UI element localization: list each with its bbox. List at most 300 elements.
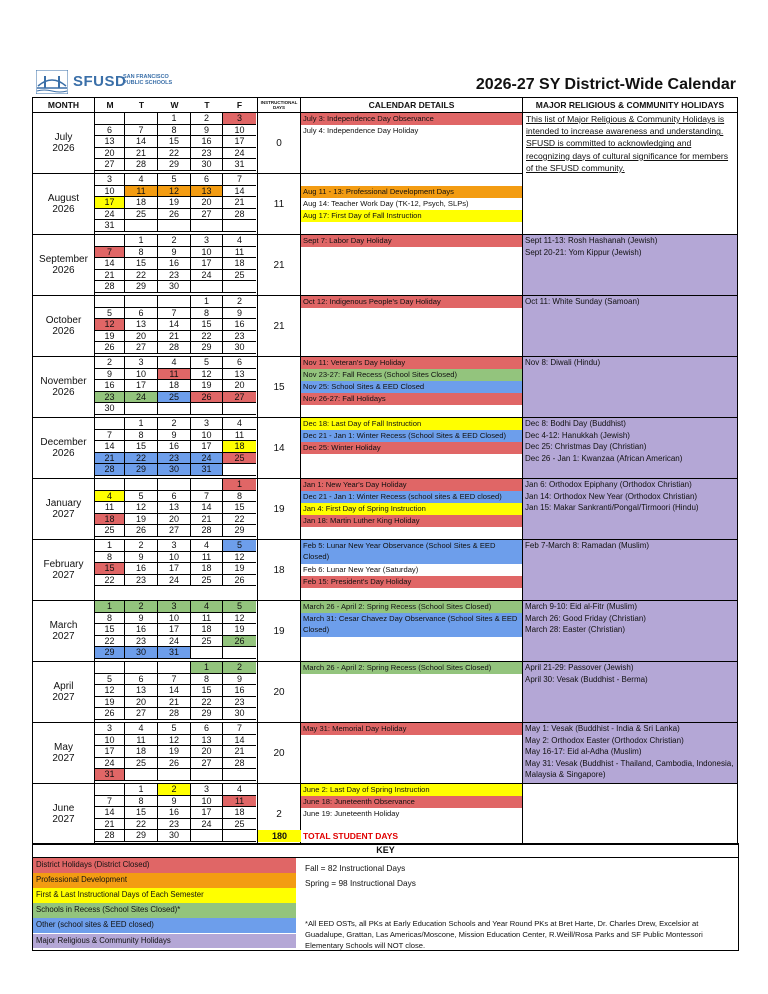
day-cell: 19 <box>158 197 191 209</box>
day-cell: 26 <box>223 636 256 648</box>
day-cell: 23 <box>95 392 125 404</box>
day-cell: 26 <box>95 342 125 354</box>
day-cell: 21 <box>158 331 191 343</box>
day-cell: 3 <box>95 174 125 186</box>
month-label <box>33 723 95 784</box>
key-item: Other (school sites & EED closed) <box>33 918 296 933</box>
day-cell: 28 <box>223 758 256 770</box>
day-cell: 28 <box>125 159 158 171</box>
day-cell: 28 <box>158 708 191 720</box>
day-cell: 3 <box>223 113 256 125</box>
day-cell: 8 <box>191 674 223 686</box>
event-item: Oct 12: Indigenous People's Day Holiday <box>301 296 522 308</box>
day-cell: 11 <box>223 796 256 808</box>
page-title: 2026-27 SY District-Wide Calendar <box>475 76 736 93</box>
event-item: May 31: Memorial Day Holiday <box>301 723 522 735</box>
key-item: First & Last Instructional Days of Each Semester <box>33 888 296 903</box>
day-cell: 16 <box>191 136 223 148</box>
day-cell: 25 <box>158 392 191 404</box>
day-cell: 6 <box>223 357 256 369</box>
day-cell: 1 <box>125 418 158 430</box>
bridge-logo-icon <box>36 70 68 94</box>
calendar-details <box>301 174 523 235</box>
day-cell: 16 <box>223 319 256 331</box>
calendar-details <box>301 662 523 723</box>
day-cell: 12 <box>223 552 256 564</box>
day-cell <box>158 296 191 308</box>
holiday-details <box>523 479 738 540</box>
event-item: Feb 5: Lunar New Year Observance (School Sites & EED Closed) <box>301 540 522 564</box>
day-cell: 5 <box>223 601 256 613</box>
month-name: December <box>40 437 87 448</box>
holiday-item: May 16-17: Eid al-Adha (Muslim) <box>525 747 642 756</box>
day-cell: 10 <box>191 430 223 442</box>
day-cell: 23 <box>223 331 256 343</box>
day-cell: 30 <box>223 708 256 720</box>
day-cell: 3 <box>191 235 223 247</box>
day-cell: 30 <box>158 830 191 842</box>
holiday-item: Jan 6: Orthodox Epiphany (Orthodox Christian) <box>525 480 692 489</box>
day-cell: 4 <box>191 601 223 613</box>
day-cell: 13 <box>125 685 158 697</box>
logo-subtitle: SAN FRANCISCO PUBLIC SCHOOLS <box>123 74 173 86</box>
day-cell: 31 <box>158 647 191 659</box>
day-cell: 2 <box>95 357 125 369</box>
day-cell: 10 <box>158 552 191 564</box>
day-cell: 8 <box>95 552 125 564</box>
day-cell: 22 <box>191 331 223 343</box>
day-cell: 11 <box>191 552 223 564</box>
day-cell: 15 <box>191 319 223 331</box>
day-cell: 20 <box>191 197 223 209</box>
day-cell: 12 <box>158 735 191 747</box>
month-name: July <box>54 132 73 143</box>
day-cell: 14 <box>95 258 125 270</box>
day-cell: 27 <box>95 159 125 171</box>
day-cell: 7 <box>191 491 223 503</box>
day-cell: 17 <box>191 258 223 270</box>
day-cell: 28 <box>95 281 125 293</box>
day-cell: 14 <box>223 186 256 198</box>
event-item: Dec 21 - Jan 1: Winter Recess (School Sites & EED Closed) <box>301 430 522 442</box>
day-cell: 16 <box>158 807 191 819</box>
key-title: KEY <box>33 844 738 858</box>
day-cell: 29 <box>125 830 158 842</box>
month-name: June <box>52 803 75 814</box>
month-year: 2026 <box>52 204 75 215</box>
day-cell <box>125 220 158 232</box>
day-cell: 8 <box>125 430 158 442</box>
month-year: 2026 <box>52 387 75 398</box>
day-cell: 24 <box>223 148 256 160</box>
holiday-list <box>523 479 737 539</box>
key-item: Major Religious & Community Holidays <box>33 934 296 949</box>
day-grid <box>95 662 258 723</box>
day-cell: 30 <box>191 159 223 171</box>
day-grid <box>95 418 258 479</box>
day-cell: 30 <box>95 403 125 415</box>
day-cell: 2 <box>223 296 256 308</box>
day-cell: 5 <box>95 674 125 686</box>
day-cell: 17 <box>191 807 223 819</box>
day-cell: 15 <box>191 685 223 697</box>
day-cell: 14 <box>158 319 191 331</box>
day-cell: 19 <box>95 697 125 709</box>
event-item: July 4: Independence Day Holiday <box>303 126 419 135</box>
day-cell: 28 <box>95 464 125 476</box>
day-cell: 2 <box>125 601 158 613</box>
day-cell: 7 <box>95 430 125 442</box>
day-cell <box>223 830 256 842</box>
day-cell <box>223 647 256 659</box>
day-grid <box>95 235 258 296</box>
day-cell: 25 <box>125 758 158 770</box>
day-cell: 7 <box>95 247 125 259</box>
day-cell: 7 <box>223 723 256 735</box>
month-label <box>33 540 95 601</box>
day-cell: 26 <box>223 575 256 587</box>
instructional-days: 14 <box>258 418 301 479</box>
day-cell: 27 <box>191 758 223 770</box>
total-days-label: TOTAL STUDENT DAYS <box>303 831 399 841</box>
day-cell: 8 <box>125 796 158 808</box>
day-cell: 8 <box>191 308 223 320</box>
instructional-days: 20 <box>258 662 301 723</box>
day-cell: 4 <box>223 418 256 430</box>
holiday-item: Dec 8: Bodhi Day (Buddhist) <box>525 419 626 428</box>
holiday-list <box>523 723 737 783</box>
day-cell: 10 <box>95 735 125 747</box>
day-cell: 2 <box>158 784 191 796</box>
col-wed: W <box>170 100 179 110</box>
day-cell: 14 <box>191 502 223 514</box>
instructional-days: 21 <box>258 296 301 357</box>
day-cell: 19 <box>95 331 125 343</box>
day-cell: 23 <box>158 453 191 465</box>
day-cell: 6 <box>125 674 158 686</box>
day-cell: 27 <box>125 708 158 720</box>
day-cell: 31 <box>191 464 223 476</box>
event-item: March 31: Cesar Chavez Day Observance (School Sites & EED Closed) <box>301 613 522 637</box>
day-cell: 22 <box>95 636 125 648</box>
day-cell: 6 <box>95 125 125 137</box>
event-item: Jan 18: Martin Luther King Holiday <box>301 515 522 527</box>
holiday-item: April 21-29: Passover (Jewish) <box>525 663 634 672</box>
day-cell: 31 <box>95 769 125 781</box>
day-cell: 1 <box>223 479 256 491</box>
day-cell: 4 <box>191 540 223 552</box>
day-cell: 21 <box>95 270 125 282</box>
day-cell: 9 <box>191 125 223 137</box>
calendar-details <box>301 418 523 479</box>
day-cell: 17 <box>158 624 191 636</box>
day-cell: 8 <box>95 613 125 625</box>
day-cell: 14 <box>125 136 158 148</box>
day-grid <box>95 601 258 662</box>
month-year: 2026 <box>52 265 75 276</box>
day-grid <box>95 174 258 235</box>
month-row <box>33 235 738 296</box>
month-year: 2026 <box>52 326 75 337</box>
holiday-list <box>523 296 737 356</box>
day-cell: 21 <box>223 197 256 209</box>
day-cell <box>95 784 125 796</box>
day-cell: 19 <box>223 624 256 636</box>
day-cell: 21 <box>95 819 125 831</box>
holiday-item: March 9-10: Eid al-Fitr (Muslim) <box>525 602 638 611</box>
event-item: Dec 25: Winter Holiday <box>301 442 522 454</box>
holiday-item: Sept 11-13: Rosh Hashanah (Jewish) <box>525 236 658 245</box>
day-cell: 24 <box>125 392 158 404</box>
day-cell: 21 <box>125 148 158 160</box>
holiday-list <box>523 357 737 417</box>
day-cell: 10 <box>95 186 125 198</box>
holiday-item: April 30: Vesak (Buddhist - Berma) <box>525 674 648 684</box>
day-cell: 10 <box>223 125 256 137</box>
day-cell: 1 <box>95 601 125 613</box>
day-cell: 9 <box>223 308 256 320</box>
holiday-item: March 26: Good Friday (Christian) <box>525 613 646 623</box>
day-cell: 5 <box>191 357 223 369</box>
calendar-details <box>301 723 523 784</box>
day-cell: 3 <box>158 601 191 613</box>
day-cell: 17 <box>95 197 125 209</box>
day-cell: 4 <box>95 491 125 503</box>
day-cell: 4 <box>158 357 191 369</box>
day-cell: 6 <box>191 723 223 735</box>
day-cell: 3 <box>125 357 158 369</box>
day-cell <box>95 113 125 125</box>
calendar-details <box>301 235 523 296</box>
day-cell: 16 <box>223 685 256 697</box>
day-cell: 15 <box>125 441 158 453</box>
day-cell: 29 <box>191 342 223 354</box>
day-cell: 29 <box>191 708 223 720</box>
month-year: 2027 <box>52 509 75 520</box>
day-cell: 3 <box>191 418 223 430</box>
day-cell <box>95 662 125 674</box>
event-item: Dec 18: Last Day of Fall Instruction <box>301 418 522 430</box>
day-cell: 3 <box>158 540 191 552</box>
instructional-days: 19 <box>258 601 301 662</box>
day-cell: 12 <box>95 319 125 331</box>
calendar-details <box>301 357 523 418</box>
holiday-item: Dec 26 - Jan 1: Kwanzaa (African American) <box>525 453 683 463</box>
day-cell: 18 <box>158 380 191 392</box>
holiday-details <box>523 357 738 418</box>
day-cell: 24 <box>158 575 191 587</box>
month-label <box>33 784 95 845</box>
day-cell: 8 <box>223 491 256 503</box>
holiday-details <box>523 113 738 235</box>
day-cell: 6 <box>158 491 191 503</box>
day-cell: 3 <box>95 723 125 735</box>
day-cell: 23 <box>158 270 191 282</box>
day-cell: 18 <box>223 441 256 453</box>
day-cell <box>125 769 158 781</box>
calendar-details <box>301 601 523 662</box>
event-item: March 26 - April 2: Spring Recess (School Sites Closed) <box>301 662 522 674</box>
day-cell: 29 <box>125 281 158 293</box>
day-cell: 9 <box>95 369 125 381</box>
day-cell: 12 <box>223 613 256 625</box>
day-cell: 11 <box>223 247 256 259</box>
event-item: March 26 - April 2: Spring Recess (School Sites Closed) <box>301 601 522 613</box>
calendar-details <box>301 296 523 357</box>
day-cell: 24 <box>95 758 125 770</box>
day-cell: 31 <box>95 220 125 232</box>
event-item: Feb 15: President's Day Holiday <box>301 576 522 588</box>
holiday-item: Feb 7-March 8: Ramadan (Muslim) <box>525 541 650 550</box>
logo-brand: SFUSD <box>73 73 127 90</box>
day-cell: 10 <box>158 613 191 625</box>
holiday-item: Oct 11: White Sunday (Samoan) <box>525 297 640 306</box>
day-cell: 7 <box>158 308 191 320</box>
month-name: August <box>47 193 80 204</box>
event-item: Sept 7: Labor Day Holiday <box>301 235 522 247</box>
month-row <box>33 357 738 418</box>
header-row <box>33 98 738 113</box>
day-cell: 15 <box>125 258 158 270</box>
day-cell: 18 <box>223 807 256 819</box>
col-month: MONTH <box>33 98 95 113</box>
day-cell: 29 <box>158 159 191 171</box>
event-item: June 2: Last Day of Spring Instruction <box>301 784 522 796</box>
day-cell: 4 <box>223 784 256 796</box>
day-cell: 30 <box>223 342 256 354</box>
event-item: Aug 17: First Day of Fall Instruction <box>301 210 522 222</box>
day-cell: 2 <box>158 418 191 430</box>
holiday-details <box>523 723 738 784</box>
day-cell: 7 <box>95 796 125 808</box>
day-cell: 9 <box>125 552 158 564</box>
day-cell: 17 <box>95 746 125 758</box>
day-cell <box>95 296 125 308</box>
holiday-list <box>523 662 737 722</box>
day-cell: 11 <box>125 735 158 747</box>
month-year: 2027 <box>52 570 75 581</box>
day-cell: 16 <box>125 563 158 575</box>
day-cell <box>158 403 191 415</box>
day-grid <box>95 479 258 540</box>
key-section <box>32 843 739 951</box>
holiday-details <box>523 540 738 601</box>
event-item: Feb 6: Lunar New Year (Saturday) <box>303 565 419 574</box>
month-row <box>33 540 738 601</box>
day-cell: 28 <box>95 830 125 842</box>
calendar-details <box>301 540 523 601</box>
day-cell: 22 <box>125 453 158 465</box>
day-cell <box>191 647 223 659</box>
day-cell: 27 <box>191 209 223 221</box>
month-label <box>33 601 95 662</box>
day-cell: 22 <box>125 819 158 831</box>
day-cell: 23 <box>125 575 158 587</box>
holiday-details <box>523 784 738 845</box>
event-item <box>301 174 522 186</box>
day-cell: 24 <box>191 819 223 831</box>
month-year: 2026 <box>52 448 75 459</box>
holiday-details <box>523 662 738 723</box>
day-cell: 24 <box>191 453 223 465</box>
day-cell: 13 <box>95 136 125 148</box>
day-cell: 9 <box>223 674 256 686</box>
day-cell: 8 <box>158 125 191 137</box>
day-cell: 21 <box>158 697 191 709</box>
day-cell: 27 <box>158 525 191 537</box>
month-year: 2026 <box>52 143 75 154</box>
day-cell: 7 <box>125 125 158 137</box>
day-cell: 7 <box>223 174 256 186</box>
event-item: Jan 4: First Day of Spring Instruction <box>301 503 522 515</box>
day-cell <box>95 235 125 247</box>
total-days-value: 180 <box>258 830 301 842</box>
holiday-item: May 31: Vesak (Buddhist - Thailand, Cambodia, Indonesia, Malaysia & Singapore) <box>525 758 734 779</box>
day-cell: 5 <box>223 540 256 552</box>
day-cell: 1 <box>125 784 158 796</box>
day-cell: 21 <box>223 746 256 758</box>
holiday-details <box>523 235 738 296</box>
day-cell: 28 <box>191 525 223 537</box>
day-cell: 23 <box>223 697 256 709</box>
fall-days: Fall = 82 Instructional Days <box>305 863 406 873</box>
day-cell: 29 <box>223 525 256 537</box>
day-cell <box>125 296 158 308</box>
key-item: Professional Development <box>33 873 296 888</box>
day-cell: 9 <box>158 796 191 808</box>
day-cell: 25 <box>223 270 256 282</box>
day-grid <box>95 723 258 784</box>
day-cell: 19 <box>223 563 256 575</box>
day-cell: 29 <box>125 464 158 476</box>
day-cell: 6 <box>191 174 223 186</box>
month-name: May <box>54 742 73 753</box>
day-cell: 11 <box>125 186 158 198</box>
day-cell: 17 <box>125 380 158 392</box>
month-row <box>33 418 738 479</box>
key-item: District Holidays (District Closed) <box>33 858 296 873</box>
day-cell: 2 <box>125 540 158 552</box>
day-cell: 2 <box>158 235 191 247</box>
day-cell: 13 <box>158 502 191 514</box>
day-cell: 29 <box>95 647 125 659</box>
month-label <box>33 113 95 174</box>
day-cell <box>191 479 223 491</box>
col-calendar-details: CALENDAR DETAILS <box>301 98 523 113</box>
instructional-days: 21 <box>258 235 301 296</box>
day-cell: 22 <box>95 575 125 587</box>
holiday-list <box>523 540 737 600</box>
day-cell: 22 <box>158 148 191 160</box>
instructional-days: 11 <box>258 174 301 235</box>
day-cell <box>125 403 158 415</box>
day-grid <box>95 784 258 845</box>
day-cell: 20 <box>191 746 223 758</box>
day-cell: 12 <box>191 369 223 381</box>
month-name: November <box>40 376 87 387</box>
day-cell: 18 <box>125 197 158 209</box>
event-item: Dec 21 - Jan 1: Winter Recess (school sites & EED closed) <box>301 491 522 503</box>
holiday-details <box>523 418 738 479</box>
day-cell: 4 <box>125 723 158 735</box>
holiday-list <box>523 601 737 661</box>
day-cell: 14 <box>158 685 191 697</box>
day-cell: 8 <box>125 247 158 259</box>
calendar-details <box>301 479 523 540</box>
key-item: Schools in Recess (School Sites Closed)* <box>33 903 296 918</box>
day-cell: 4 <box>223 235 256 247</box>
day-cell: 19 <box>191 380 223 392</box>
